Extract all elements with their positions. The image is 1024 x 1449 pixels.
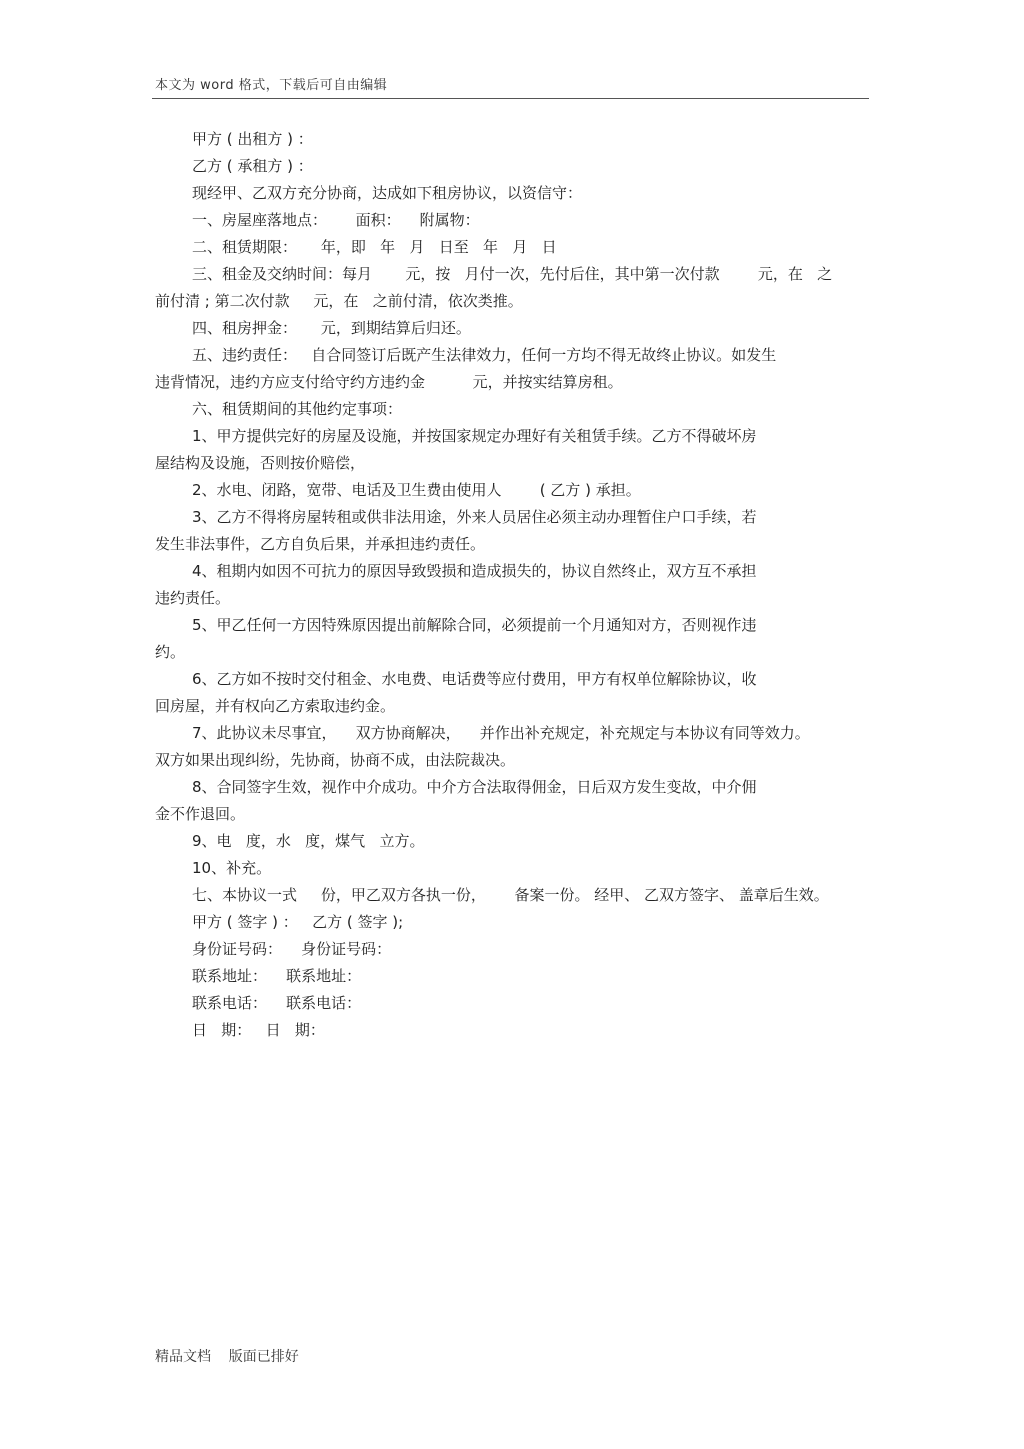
document-line: 三、租金及交纳时间：每月 元，按 月付一次，先付后住，其中第一次付款 元，在 之 (192, 265, 833, 283)
document-line: 6、乙方如不按时交付租金、水电费、电话费等应付费用，甲方有权单位解除协议，收 (192, 670, 757, 688)
document-line: 3、乙方不得将房屋转租或供非法用途，外来人员居住必须主动办理暂住户口手续，若 (192, 508, 757, 526)
document-line: 9、电 度，水 度，煤气 立方。 (192, 832, 425, 850)
document-line: 身份证号码： 身份证号码： (192, 940, 392, 958)
document-line: 金不作退回。 (155, 805, 246, 823)
document-line: 二、租赁期限： 年，即 年 月 日至 年 月 日 (192, 238, 557, 256)
document-line: 联系电话： 联系电话： (192, 994, 362, 1012)
document-line: 回房屋，并有权向乙方索取违约金。 (155, 697, 396, 715)
document-line: 一、房屋座落地点： 面积： 附属物： (192, 211, 480, 229)
document-line: 四、租房押金： 元，到期结算后归还。 (192, 319, 471, 337)
page-header: 本文为 word 格式，下载后可自由编辑 (155, 78, 388, 93)
document-line: 五、违约责任： 自合同签订后既产生法律效力，任何一方均不得无故终止协议。如发生 (192, 346, 777, 364)
document-line: 现经甲、乙双方充分协商，达成如下租房协议，以资信守： (192, 184, 583, 202)
document-line: 前付清 ; 第二次付款 元，在 之前付清，依次类推。 (155, 292, 523, 310)
document-line: 甲方 ( 签字 ) ： 乙方 ( 签字 ); (192, 913, 404, 931)
document-line: 甲方 ( 出租方 ) ： (192, 130, 313, 148)
document-line: 乙方 ( 承租方 ) ： (192, 157, 313, 175)
document-line: 2、水电、闭路，宽带、电话及卫生费由使用人 ( 乙方 ) 承担。 (192, 481, 641, 499)
document-line: 日 期： 日 期： (192, 1021, 325, 1039)
document-body (155, 126, 869, 1044)
page-footer: 精品文档 版面已排好 (155, 1349, 299, 1365)
document-line: 联系地址： 联系地址： (192, 967, 362, 985)
document-line: 10、补充。 (192, 859, 272, 877)
document-line: 六、租赁期间的其他约定事项： (192, 400, 403, 418)
document-line: 5、甲乙任何一方因特殊原因提出前解除合同，必须提前一个月通知对方，否则视作违 (192, 616, 757, 634)
document-line: 违约责任。 (155, 589, 231, 607)
document-line: 1、甲方提供完好的房屋及设施，并按国家规定办理好有关租赁手续。乙方不得破坏房 (192, 427, 757, 445)
document-line: 屋结构及设施，否则按价赔偿， (155, 454, 366, 472)
document-line: 发生非法事件，乙方自负后果，并承担违约责任。 (155, 535, 486, 553)
document-line: 8、合同签字生效，视作中介成功。中介方合法取得佣金，日后双方发生变故，中介佣 (192, 778, 757, 796)
document-line: 双方如果出现纠纷，先协商，协商不成，由法院裁决。 (155, 751, 516, 769)
document-line: 违背情况，违约方应支付给守约方违约金 元，并按实结算房租。 (155, 373, 623, 391)
document-line: 约。 (155, 643, 186, 661)
document-line: 七、本协议一式 份，甲乙双方各执一份， 备案一份。 经甲、 乙双方签字、 盖章后生效。 (192, 886, 829, 904)
document-line: 7、此协议未尽事宜， 双方协商解决， 并作出补充规定，补充规定与本协议有同等效力。 (192, 724, 810, 742)
document-line: 4、租期内如因不可抗力的原因导致毁损和造成损失的，协议自然终止，双方互不承担 (192, 562, 757, 580)
header-divider (152, 98, 869, 99)
